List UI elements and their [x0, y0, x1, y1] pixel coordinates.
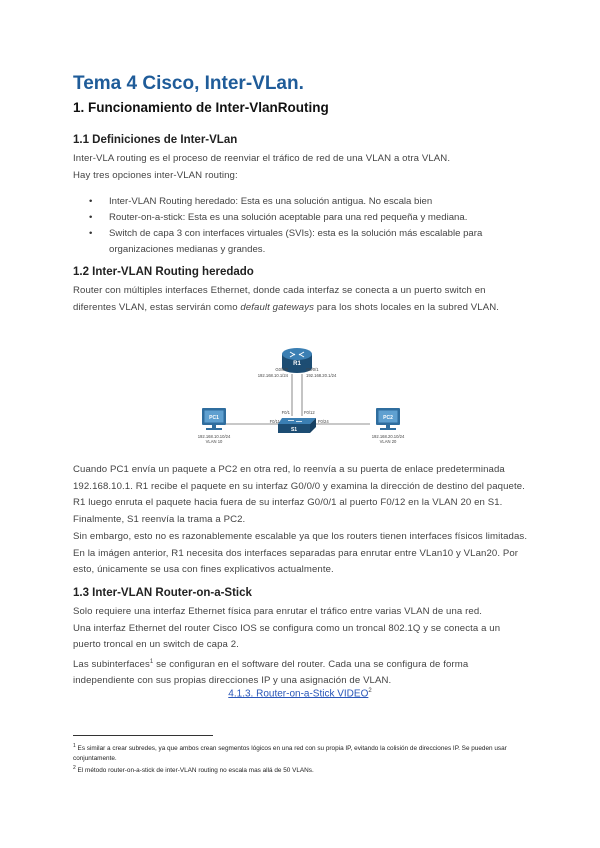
list-item: • Inter-VLAN Routing heredado: Esta es una solución antigua. No escala bien	[73, 194, 533, 210]
section-heading-1: 1. Funcionamiento de Inter-VlanRouting	[73, 100, 329, 115]
paragraph-scalability: Sin embargo, esto no es razonablemente escalable ya que los routers tienen interfaces físicos limitadas. En la imágen anterior, R1 necesita dos interfaces separadas para enrutar entre VLan10 y VLan20. Por esto, únicamente se usa con fines explicativos actualmente.	[73, 531, 528, 575]
text-line: Inter-VLA routing es el proceso de reenviar el tráfico de red de una VLAN a otra VLAN.	[73, 153, 451, 164]
r1-left-ip: 192.168.10.1/24	[257, 373, 288, 378]
footnote-ref[interactable]: 2	[368, 688, 372, 694]
paragraph-definition	[73, 151, 528, 184]
video-link-container	[0, 688, 600, 699]
text-span: para los shots locales en la subred VLAN.	[314, 301, 499, 313]
list-item: • Switch de capa 3 con interfaces virtuales (SVIs): esta es la solución más escalable para organizaciones medianas y grandes.	[73, 226, 533, 258]
r1-right-ip: 192.168.20.1/24	[306, 373, 337, 378]
switch-s1-icon	[278, 418, 316, 433]
r1-right-interface: G0/0/1	[306, 367, 319, 372]
text-line: Solo requiere una interfaz Ethernet física para enrutar el tráfico entre varias VLAN de una red.	[73, 606, 483, 617]
switch-label: S1	[290, 427, 298, 433]
subsection-heading-1-3: 1.3 Inter-VLAN Router-on-a-Stick	[73, 587, 252, 599]
text-line: Una interfaz Ethernet del router Cisco IOS se configura como un troncal 802.1Q y se conecta a un puerto troncal en un switch de capa 2.	[73, 622, 501, 650]
text-line	[73, 654, 528, 690]
s1-port-f011: F0/11	[269, 419, 280, 424]
text-span: se configuran en el software del router. Cada una se configura de forma independiente con sus propias direcciones IP y una asignación de VLAN.	[73, 658, 469, 687]
pc2-computer-icon	[376, 408, 400, 430]
options-list	[73, 194, 533, 258]
footnote-number: 1	[73, 743, 76, 749]
paragraph-router-on-a-stick	[73, 604, 528, 690]
footnote-text: El método router-on-a-stick de inter-VLAN routing no escala mas allá de 50 VLANs.	[75, 767, 314, 775]
r1-left-interface: G0/0/0	[275, 367, 288, 372]
pc1-computer-icon	[202, 408, 226, 430]
footnote-divider	[73, 735, 213, 736]
footnote-number: 2	[73, 765, 76, 771]
paragraph-packet-flow: Cuando PC1 envía un paquete a PC2 en otra red, lo reenvía a su puerta de enlace predeterminada 192.168.10.1. R1 recibe el paquete en su interfaz G0/0/0 y examina la dirección de destino del paquete. R1 luego enruta el paquete hacia fuera de su interfaz G0/0/1 al puerto F0/12 en la VLAN 20 en S1. Finalmente, S1 reenvía la trama a PC2.	[73, 464, 525, 525]
list-item: • Router-on-a-stick: Esta es una solución aceptable para una red pequeña y mediana.	[73, 210, 533, 226]
page-title: Tema 4 Cisco, Inter-VLan.	[73, 73, 304, 94]
s1-port-f012: F0/12	[304, 410, 315, 415]
pc2-ip: 192.168.20.10/24	[371, 434, 405, 439]
text-span: Router con múltiples interfaces Ethernet, donde cada interfaz se conecta a un puerto switch en diferentes VLAN, estas servirán como	[73, 285, 486, 313]
subsection-heading-1-1: 1.1 Definiciones de Inter-VLan	[73, 134, 238, 146]
s1-port-f024: F0/24	[318, 419, 329, 424]
network-diagram	[188, 334, 424, 464]
video-link[interactable]: 4.1.3. Router-on-a-Stick VIDEO	[228, 688, 369, 700]
pc2-vlan: VLAN 20	[379, 439, 397, 444]
pc1-vlan: VLAN 10	[205, 439, 223, 444]
router-label: R1	[293, 361, 301, 367]
s1-port-f01: F0/1	[281, 410, 290, 415]
footnote	[73, 764, 533, 776]
footnote-ref[interactable]: 1	[149, 658, 154, 665]
footnote-text: Es similar a crear subredes, ya que ambos crean segmentos lógicos en una red con su propia IP, evitando la colisión de direcciones IP. Se pueden usar conjuntamente.	[73, 745, 507, 762]
pc1-label: PC1	[209, 415, 219, 421]
text-span: Las subinterfaces	[73, 658, 150, 670]
pc1-ip: 192.168.10.10/24	[197, 434, 231, 439]
subsection-heading-1-2: 1.2 Inter-VLAN Routing heredado	[73, 266, 254, 278]
text-line: Hay tres opciones inter-VLAN routing:	[73, 169, 238, 181]
footnote	[73, 742, 533, 763]
emphasis-text: default gateways	[240, 301, 315, 313]
paragraph-legacy-routing	[73, 283, 528, 316]
pc2-label: PC2	[383, 415, 393, 421]
